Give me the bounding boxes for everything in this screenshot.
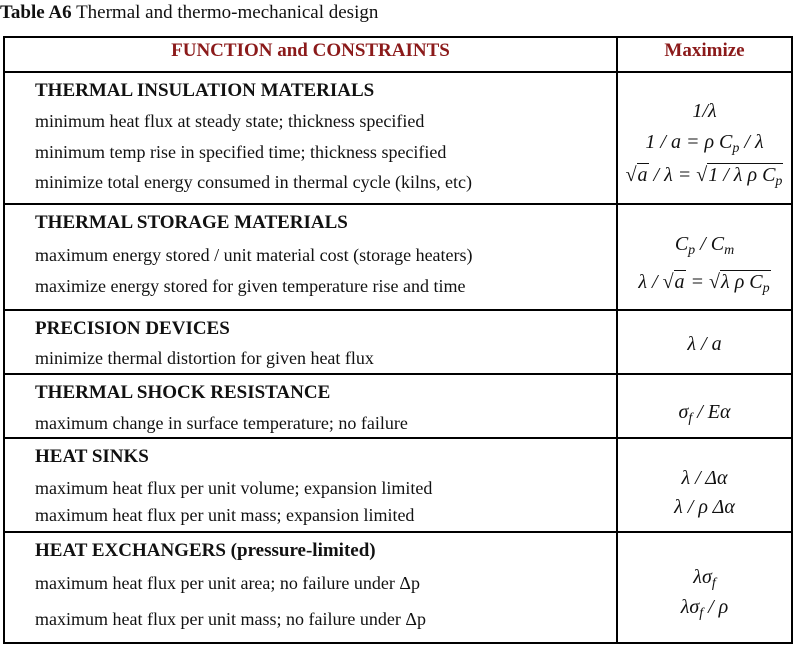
constraint-row: maximum heat flux per unit area; no failure under Δp: [35, 573, 420, 593]
formula: 1/λ: [692, 100, 717, 122]
constraint-row: maximize energy stored for given temperature rise and time: [35, 276, 466, 296]
formula: λ / √a = √λ ρ $C_p$: [638, 271, 770, 296]
formula: $\sigma_f$ / Eα: [678, 401, 731, 426]
formula: $\lambda\sigma_f$: [693, 566, 716, 591]
section-title: HEAT EXCHANGERS (pressure-limited): [35, 540, 376, 561]
constraint-row: minimum heat flux at steady state; thickness specified: [35, 111, 425, 131]
table-caption: [0, 2, 378, 24]
table-title: Thermal and thermo-mechanical design: [76, 2, 379, 23]
constraint-row: maximum heat flux per unit mass; no failure under Δp: [35, 609, 426, 629]
section-thermal-insulation: [5, 73, 791, 205]
section-title: HEAT SINKS: [35, 446, 149, 467]
section-thermal-storage: [5, 205, 791, 311]
constraint-row: minimum temp rise in specified time; thickness specified: [35, 142, 447, 162]
table-label: Table A6: [0, 2, 72, 23]
section-thermal-shock: [5, 375, 791, 439]
design-table: [3, 36, 793, 644]
section-title: THERMAL INSULATION MATERIALS: [35, 80, 375, 101]
constraint-row: maximum change in surface temperature; no failure: [35, 413, 408, 433]
formula: 1 / a = ρ $C_p$ / λ: [645, 131, 764, 156]
constraint-row: minimize total energy consumed in thermal cycle (kilns, etc): [35, 172, 473, 192]
section-title: PRECISION DEVICES: [35, 318, 230, 339]
constraint-row: maximum energy stored / unit material cost (storage heaters): [35, 245, 473, 265]
header-function: FUNCTION and CONSTRAINTS: [171, 40, 450, 61]
formula: $C_p / C_m$: [674, 233, 735, 258]
formula: λ / Δα: [681, 467, 728, 489]
section-precision-devices: [5, 311, 791, 375]
formula: √a / λ = √1 / λ ρ $C_p$: [625, 164, 783, 189]
section-title: THERMAL SHOCK RESISTANCE: [35, 382, 331, 403]
table-header: [5, 38, 791, 73]
constraint-row: minimize thermal distortion for given heat flux: [35, 348, 374, 368]
section-heat-exchangers: [5, 533, 791, 642]
header-maximize: Maximize: [664, 40, 745, 61]
formula: λ / a: [687, 333, 722, 355]
formula: λ / ρ Δα: [674, 496, 735, 518]
constraint-row: maximum heat flux per unit mass; expansion limited: [35, 505, 415, 525]
section-heat-sinks: [5, 439, 791, 533]
constraint-row: maximum heat flux per unit volume; expansion limited: [35, 478, 433, 498]
formula: $\lambda\sigma_f$ / ρ: [680, 596, 729, 621]
section-title: THERMAL STORAGE MATERIALS: [35, 212, 348, 233]
